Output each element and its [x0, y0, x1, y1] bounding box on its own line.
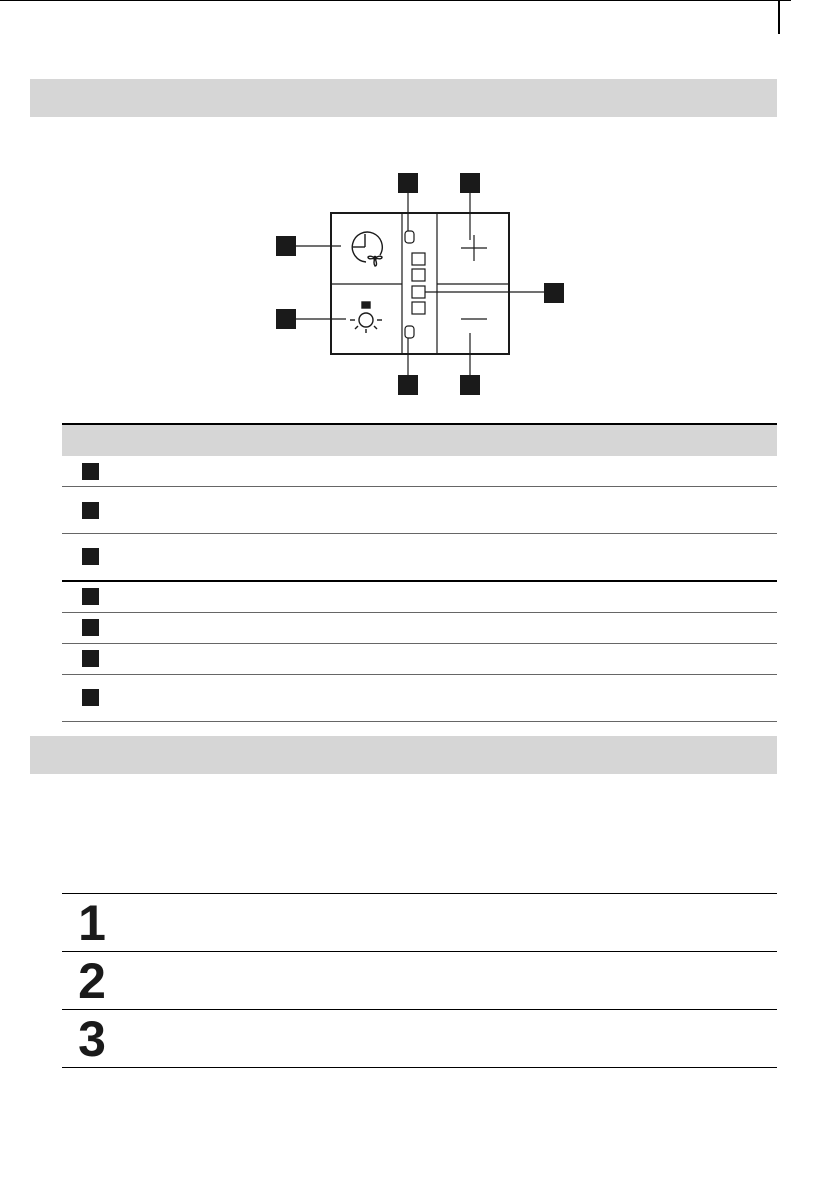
legend-table: [62, 423, 777, 722]
legend-row: [62, 644, 777, 675]
legend-row: [62, 534, 777, 582]
callout-box-7: [460, 375, 480, 395]
lamp-icon: [350, 302, 382, 333]
callout-box-4: [460, 173, 480, 193]
legend-row: [62, 487, 777, 534]
legend-header: [62, 423, 777, 456]
indicator-light-top: [405, 231, 414, 243]
level-indicator-4: [412, 302, 425, 314]
callout-number-box: [82, 502, 99, 519]
callout-box-5: [544, 283, 564, 303]
legend-row: [62, 582, 777, 613]
step-number: 2: [78, 953, 106, 1009]
level-indicator-3: [412, 286, 425, 298]
callout-number-box: [82, 548, 99, 565]
top-rule: [0, 0, 791, 1]
callout-number-box: [82, 689, 99, 706]
step-row: [62, 952, 777, 1010]
legend-row: [62, 613, 777, 644]
level-indicator-1: [412, 253, 425, 265]
timer-fan-icon: [352, 232, 382, 266]
callout-number-box: [82, 650, 99, 667]
step-row: [62, 1010, 777, 1068]
section-heading-bar: [30, 736, 777, 774]
callout-number-box: [82, 463, 99, 480]
step-number: 1: [78, 895, 106, 951]
step-number: 3: [78, 1011, 106, 1067]
callout-number-box: [82, 619, 99, 636]
callout-box-3: [398, 173, 418, 193]
steps-table: [62, 893, 777, 1068]
section-heading-bar: [30, 79, 777, 117]
legend-row: [62, 675, 777, 722]
callout-box-2: [276, 309, 296, 329]
step-row: [62, 894, 777, 952]
control-panel-diagram: [0, 160, 839, 400]
plus-icon: [461, 235, 487, 261]
level-indicator-2: [412, 269, 425, 281]
callout-number-box: [82, 588, 99, 605]
callout-box-6: [398, 375, 418, 395]
corner-tick: [778, 0, 780, 34]
callout-box-1: [276, 236, 296, 256]
indicator-light-bottom: [405, 326, 414, 338]
legend-row: [62, 456, 777, 487]
